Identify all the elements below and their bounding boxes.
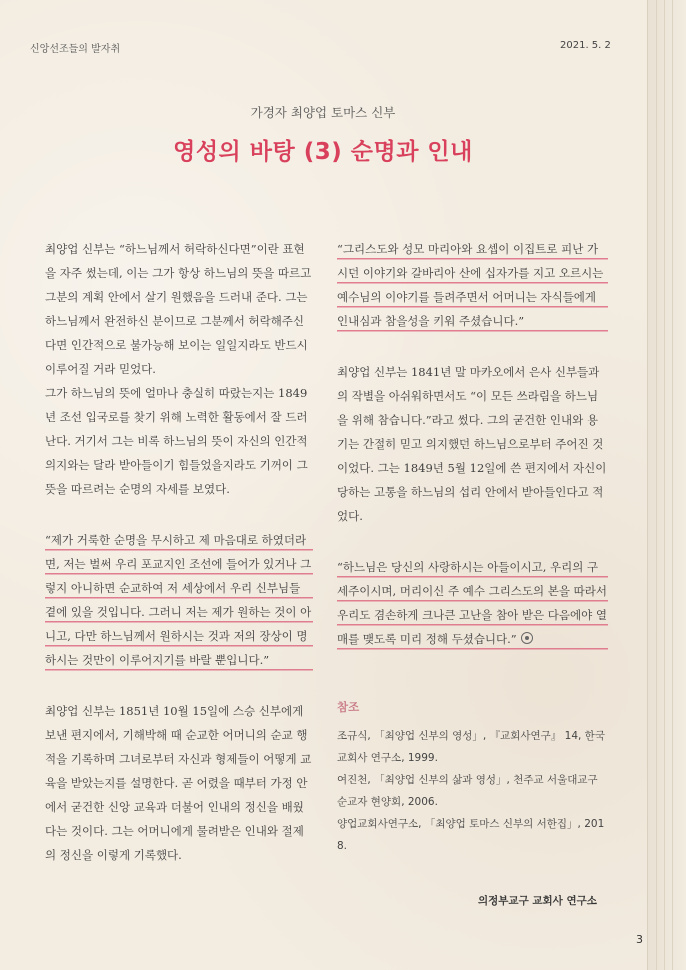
body-paragraph: 그가 하느님의 뜻에 얼마나 충실히 따랐는지는 1849년 조선 입국로를 찾기 위해 노력한 활동에서 잘 드러난다. 거기서 그는 비록 하느님의 뜻이 자신의 인간적 의지와는 달라 받아들이기 힘들었을지라도 기꺼이 그 뜻을 따르려는 순명의 자세를 보였다. (45, 386, 308, 496)
quote-text: “하느님은 당신의 사랑하시는 아들이시고, 우리의 구세주이시며, 머리이신 주 예수 그리스도의 본을 따라서 우리도 겸손하게 크나큰 고난을 참아 받은 다음에야 열매를 맺도록 미리 정해 두셨습니다.” (337, 560, 607, 646)
references-list (337, 725, 608, 857)
organization-credit: 의정부교구 교회사 연구소 (478, 895, 597, 907)
article-author: 가경자 최양업 토마스 신부 (250, 105, 396, 120)
highlighted-quote: “그리스도와 성모 마리아와 요셉이 이집트로 피난 가시던 이야기와 갈바리아 산에 십자가를 지고 오르시는 예수님의 이야기를 들려주면서 어머니는 자식들에게 인내심과 참을성을 키워 주셨습니다.” (337, 237, 608, 333)
article-title: 영성의 바탕 (3) 순명과 인내 (173, 139, 473, 165)
page-edge (647, 0, 686, 970)
left-column (45, 237, 313, 867)
references-heading: 참조 (337, 700, 360, 714)
body-paragraph: 최양업 신부는 “하느님께서 허락하신다면”이란 표현을 자주 썼는데, 이는 그가 항상 하느님의 뜻을 따르고 그분의 계획 안에서 살기 원했음을 드러내 준다. 그는 하느님께서 완전하신 분이므로 그분께서 허락해주신다면 인간적으로 불가능해 보이는 일일지라도 반드시 이루어질 거라 믿었다. (45, 242, 312, 376)
issue-date: 2021. 5. 2 (560, 40, 611, 51)
right-column (337, 237, 608, 857)
body-paragraph: 최양업 신부는 1841년 말 마카오에서 은사 신부들과의 작별을 아쉬워하면서도 “이 모든 쓰라림을 하느님을 위해 참습니다.”라고 썼다. 그의 굳건한 인내와 용기는 간절히 믿고 의지했던 하느님으로부터 주어진 것이었다. 그는 1849년 5월 12일에 쓴 편지에서 자신이 당하는 고통을 하느님의 섭리 안에서 받아들인다고 적었다. (337, 365, 607, 523)
highlighted-quote (337, 555, 608, 651)
reference-item: 조규식, 「최양업 신부의 영성」, 『교회사연구』 14, 한국교회사 연구소, 1999. (337, 730, 605, 764)
body-paragraph: 최양업 신부는 1851년 10월 15일에 스승 신부에게 보낸 편지에서, 기해박해 때 순교한 어머니의 순교 행적을 기록하며 그녀로부터 자신과 형제들이 어떻게 교육을 받았는지를 설명한다. 곧 어렸을 때부터 가정 안에서 굳건한 신앙 교육과 더불어 인내의 정신을 배웠다는 것이다. 그는 어머니에게 물려받은 인내와 절제의 정신을 이렇게 기록했다. (45, 704, 312, 862)
reference-item: 양업교회사연구소, 「최양업 토마스 신부의 서한집」, 2018. (337, 818, 605, 852)
section-header: 신앙선조들의 발자취 (30, 44, 121, 55)
page-number: 3 (636, 933, 643, 946)
reference-item: 여진천, 「최양업 신부의 삶과 영성」, 천주교 서울대교구 순교자 현양회, 2006. (337, 774, 598, 808)
highlighted-quote: “제가 거룩한 순명을 무시하고 제 마음대로 하였더라면, 저는 벌써 우리 포교지인 조선에 들어가 있거나 그렇지 아니하면 순교하여 저 세상에서 우리 신부님들 곁에 있을 것입니다. 그러니 저는 제가 원하는 것이 아니고, 다만 하느님께서 원하시는 것과 저의 장상이 명하시는 것만이 이루어지기를 바랄 뿐입니다.” (45, 528, 313, 672)
end-mark-icon (521, 632, 533, 644)
